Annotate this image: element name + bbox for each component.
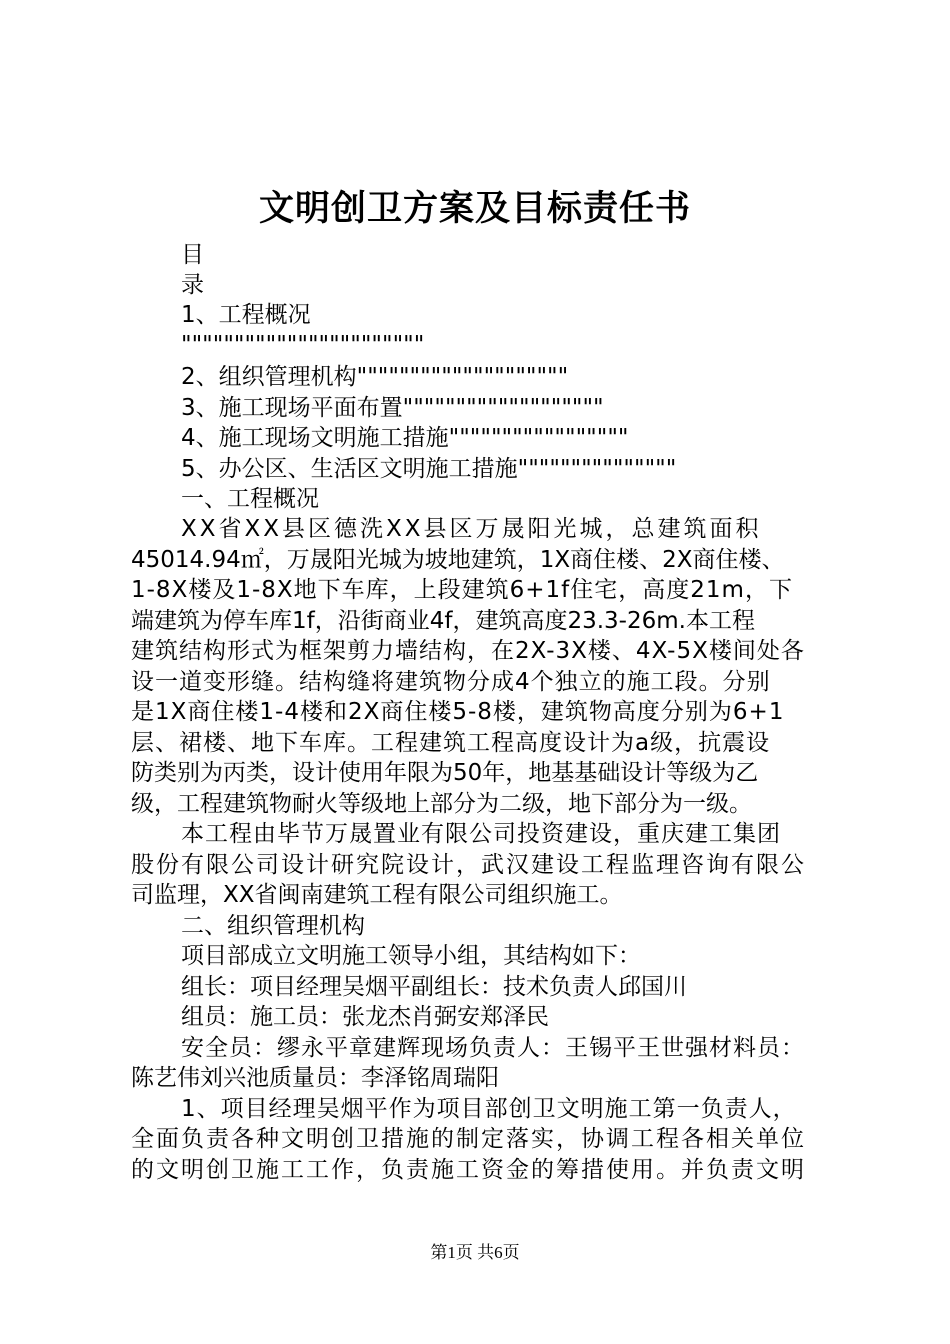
toc-item-1: 1、工程概况: [181, 302, 311, 328]
toc-item-3: 3、施工现场平面布置""""""""""""""""""": [181, 395, 604, 421]
section-2-duty-line: 的文明创卫施工工作，负责施工资金的筹措使用。并负责文明: [131, 1157, 806, 1183]
section-2-leaders: 组长：项目经理吴烟平副组长：技术负责人邱国川: [181, 974, 687, 1000]
toc-heading-2: 录: [181, 272, 204, 298]
section-2-duty-line: 全面负责各种文明创卫措施的制定落实，协调工程各相关单位: [131, 1126, 806, 1152]
section-2-safety-line: 陈艺伟刘兴池质量员：李泽铭周瑞阳: [131, 1065, 499, 1091]
section-2-safety-line: 安全员：缪永平章建辉现场负责人：王锡平王世强材料员：: [181, 1035, 805, 1061]
section-1-para-2-line: 司监理，XX省闽南建筑工程有限公司组织施工。: [131, 882, 623, 908]
section-1-para-1-line: 1-8X楼及1-8X地下车库，上段建筑6+1f住宅，高度21m，下: [131, 577, 793, 603]
section-1-para-1-line: 45014.94㎡，万晟阳光城为坡地建筑，1X商住楼、2X商住楼、: [131, 547, 785, 573]
section-1-para-1-line: 端建筑为停车库1f，沿街商业4f，建筑高度23.3-26m.本工程: [131, 608, 755, 634]
section-2-intro: 项目部成立文明施工领导小组，其结构如下：: [181, 943, 641, 969]
section-1-heading: 一、工程概况: [181, 486, 319, 512]
section-1-para-1-line: 层、裙楼、地下车库。工程建筑工程高度设计为a级，抗震设: [131, 730, 771, 756]
toc-item-2: 2、组织管理机构"""""""""""""""""""": [181, 364, 569, 390]
page-footer: 第1页 共6页: [430, 1243, 520, 1262]
section-1-para-1-line: 防类别为丙类，设计使用年限为50年，地基基础设计等级为乙: [131, 760, 759, 786]
section-1-para-1-line: XX省XX县区德洗XX县区万晟阳光城，总建筑面积: [181, 516, 762, 542]
section-1-para-1-line: 级，工程建筑物耐火等级地上部分为二级，地下部分为一级。: [131, 791, 752, 817]
document-title: 文明创卫方案及目标责任书: [258, 188, 691, 229]
toc-heading-1: 目: [181, 242, 204, 268]
section-2-heading: 二、组织管理机构: [181, 913, 365, 939]
section-1-para-2-line: 本工程由毕节万晟置业有限公司投资建设，重庆建工集团: [181, 821, 781, 847]
toc-item-4: 4、施工现场文明施工措施""""""""""""""""": [181, 425, 629, 451]
toc-item-1-dots: """"""""""""""""""""""": [181, 332, 425, 358]
section-1-para-1-line: 设一道变形缝。结构缝将建筑物分成4个独立的施工段。分别: [131, 669, 771, 695]
toc-item-5: 5、办公区、生活区文明施工措施""""""""""""""": [181, 456, 677, 482]
section-1-para-1-line: 建筑结构形式为框架剪力墙结构，在2X-3X楼、4X-5X楼间处各: [131, 638, 805, 664]
section-2-members: 组员：施工员：张龙杰肖弼安郑泽民: [181, 1004, 549, 1030]
section-2-duty-line: 1、项目经理吴烟平作为项目部创卫文明施工第一负责人，: [181, 1096, 797, 1122]
section-1-para-2-line: 股份有限公司设计研究院设计，武汉建设工程监理咨询有限公: [131, 852, 806, 878]
section-1-para-1-line: 是1X商住楼1-4楼和2X商住楼5-8楼，建筑物高度分别为6+1: [131, 699, 785, 725]
